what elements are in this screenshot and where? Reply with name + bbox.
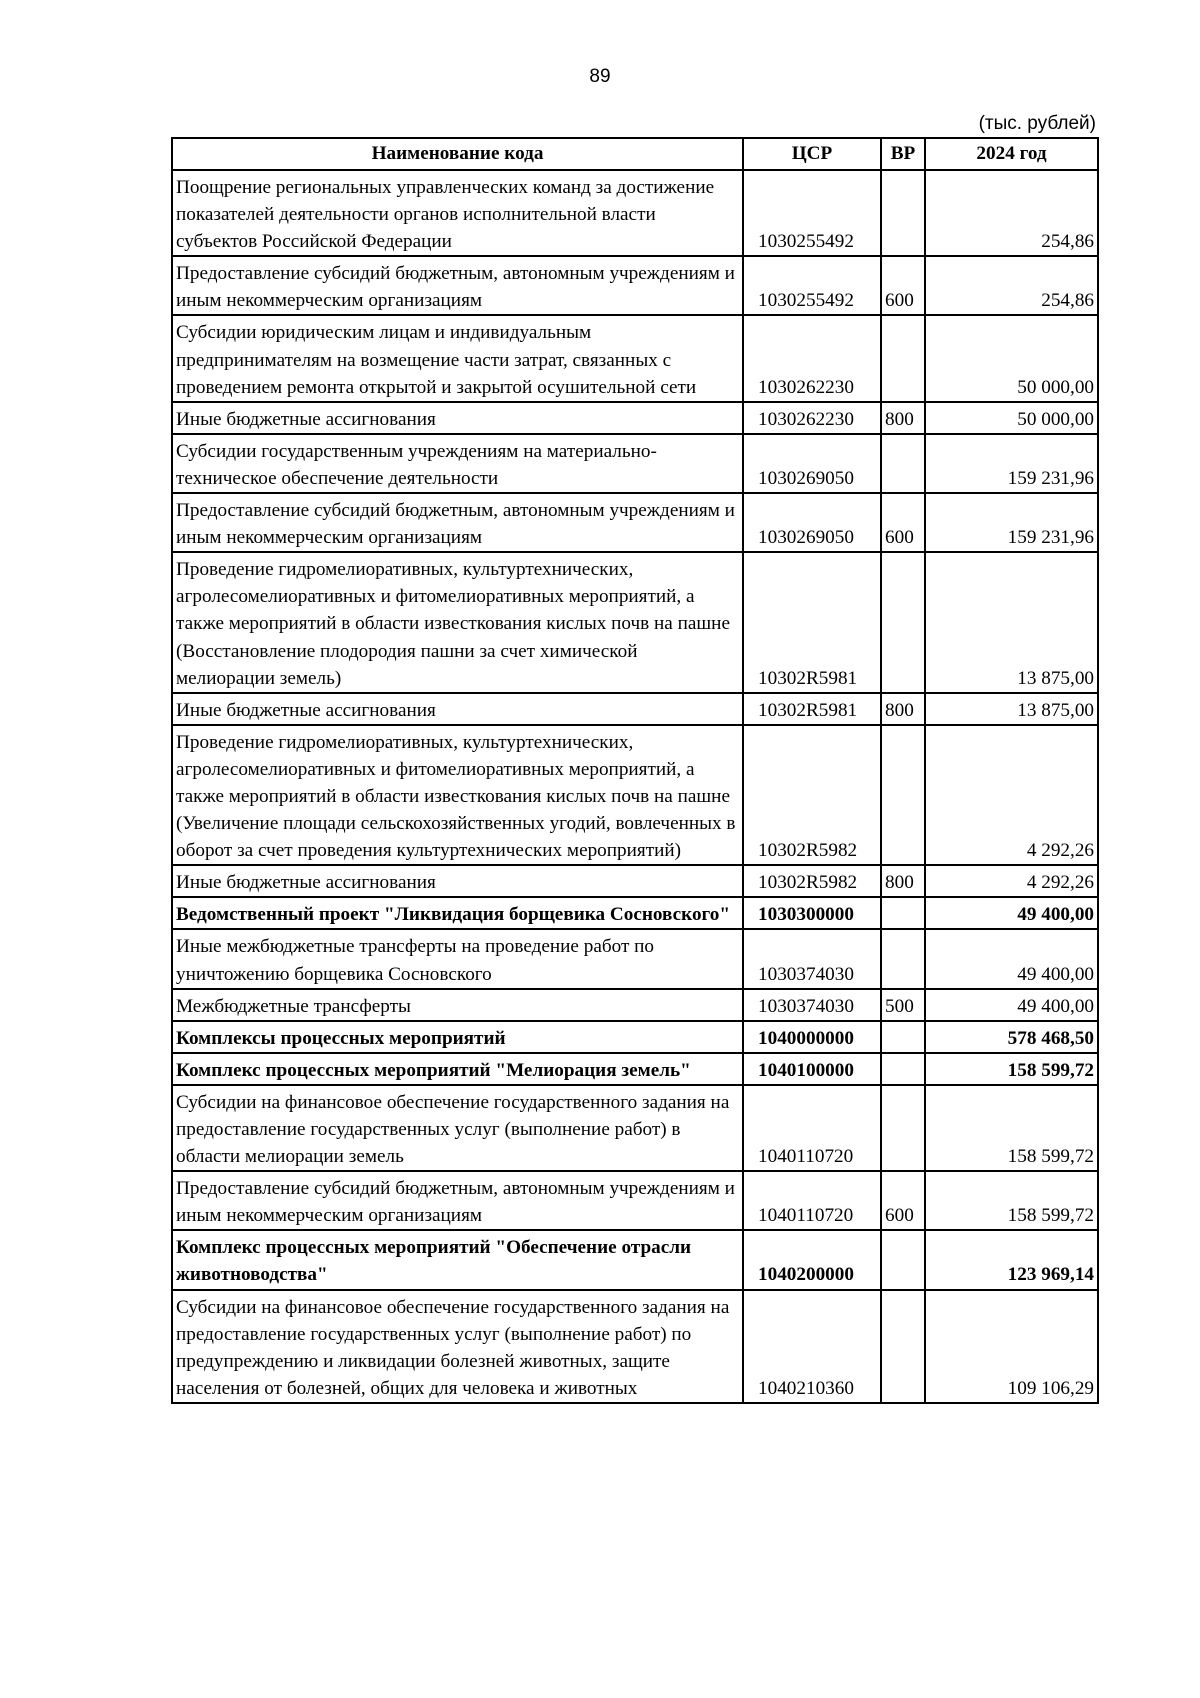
table-row	[172, 693, 1098, 725]
row-csr: 1040100000	[743, 1053, 881, 1085]
table-row	[172, 897, 1098, 929]
row-csr: 1040110720	[743, 1171, 881, 1230]
row-name: Комплекс процессных мероприятий "Обеспечение отрасли животноводства"	[172, 1230, 743, 1289]
row-sum: 109 106,29	[925, 1290, 1098, 1403]
row-vr	[881, 1230, 925, 1289]
table-row	[172, 1171, 1098, 1230]
row-name: Ведомственный проект "Ликвидация борщевика Сосновского"	[172, 897, 743, 929]
header-name: Наименование кода	[172, 138, 743, 170]
row-name: Проведение гидромелиоративных, культуртехнических, агролесомелиоративных и фитомелиоративных мероприятий, а также мероприятий в области известкования кислых почв на пашне (Увеличение площади сельскохозяйственных угодий, вовлеченных в оборот за счет проведения культуртехнических мероприятий)	[172, 725, 743, 865]
row-csr: 1030374030	[743, 989, 881, 1021]
row-name: Субсидии на финансовое обеспечение государственного задания на предоставление государственных услуг (выполнение работ) в области мелиорации земель	[172, 1085, 743, 1171]
row-csr: 10302R5981	[743, 693, 881, 725]
row-vr	[881, 170, 925, 256]
row-csr: 1040200000	[743, 1230, 881, 1289]
row-csr: 1040210360	[743, 1290, 881, 1403]
row-name: Субсидии государственным учреждениям на материально-техническое обеспечение деятельности	[172, 434, 743, 493]
row-vr: 800	[881, 865, 925, 897]
row-csr: 1040110720	[743, 1085, 881, 1171]
row-name: Межбюджетные трансферты	[172, 989, 743, 1021]
row-vr	[881, 1053, 925, 1085]
row-sum: 159 231,96	[925, 493, 1098, 552]
row-sum: 49 400,00	[925, 989, 1098, 1021]
row-csr: 1030262230	[743, 315, 881, 401]
row-csr: 1030255492	[743, 170, 881, 256]
row-name: Предоставление субсидий бюджетным, автономным учреждениям и иным некоммерческим организациям	[172, 493, 743, 552]
row-vr: 600	[881, 256, 925, 315]
table-row	[172, 989, 1098, 1021]
page-number: 89	[589, 66, 611, 87]
table-row	[172, 865, 1098, 897]
table-row	[172, 1085, 1098, 1171]
table-row	[172, 1021, 1098, 1053]
row-sum: 49 400,00	[925, 897, 1098, 929]
row-name: Иные межбюджетные трансферты на проведение работ по уничтожению борщевика Сосновского	[172, 929, 743, 988]
row-vr	[881, 552, 925, 692]
table-row	[172, 493, 1098, 552]
row-csr: 1030255492	[743, 256, 881, 315]
row-vr	[881, 434, 925, 493]
row-csr: 10302R5982	[743, 725, 881, 865]
row-sum: 578 468,50	[925, 1021, 1098, 1053]
row-csr: 10302R5982	[743, 865, 881, 897]
row-vr	[881, 725, 925, 865]
row-vr	[881, 897, 925, 929]
units-label: (тыс. рублей)	[978, 113, 1096, 134]
row-csr: 1030300000	[743, 897, 881, 929]
header-sum: 2024 год	[925, 138, 1098, 170]
header-vr: ВР	[881, 138, 925, 170]
table-row	[172, 1290, 1098, 1403]
row-name: Проведение гидромелиоративных, культуртехнических, агролесомелиоративных и фитомелиоративных мероприятий, а также мероприятий в области известкования кислых почв на пашне (Восстановление плодородия пашни за счет химической мелиорации земель)	[172, 552, 743, 692]
row-name: Субсидии юридическим лицам и индивидуальным предпринимателям на возмещение части затрат, связанных с проведением ремонта открытой и закрытой осушительной сети	[172, 315, 743, 401]
row-vr	[881, 315, 925, 401]
row-csr: 1030269050	[743, 493, 881, 552]
row-name: Иные бюджетные ассигнования	[172, 693, 743, 725]
table-body	[172, 170, 1098, 1403]
table-row	[172, 929, 1098, 988]
row-sum: 50 000,00	[925, 402, 1098, 434]
table-row	[172, 1053, 1098, 1085]
row-vr: 600	[881, 493, 925, 552]
row-sum: 13 875,00	[925, 693, 1098, 725]
table-row	[172, 434, 1098, 493]
row-name: Иные бюджетные ассигнования	[172, 865, 743, 897]
table-header-row	[172, 138, 1098, 170]
row-csr: 1040000000	[743, 1021, 881, 1053]
row-sum: 123 969,14	[925, 1230, 1098, 1289]
row-sum: 254,86	[925, 170, 1098, 256]
row-sum: 158 599,72	[925, 1171, 1098, 1230]
row-vr: 500	[881, 989, 925, 1021]
budget-table	[171, 137, 1099, 1404]
row-name: Поощрение региональных управленческих команд за достижение показателей деятельности органов исполнительной власти субъектов Российской Федерации	[172, 170, 743, 256]
row-name: Предоставление субсидий бюджетным, автономным учреждениям и иным некоммерческим организациям	[172, 256, 743, 315]
row-sum: 13 875,00	[925, 552, 1098, 692]
row-sum: 4 292,26	[925, 725, 1098, 865]
row-vr: 600	[881, 1171, 925, 1230]
row-vr	[881, 1085, 925, 1171]
row-vr	[881, 929, 925, 988]
row-csr: 10302R5981	[743, 552, 881, 692]
row-sum: 158 599,72	[925, 1085, 1098, 1171]
table-row	[172, 1230, 1098, 1289]
row-csr: 1030269050	[743, 434, 881, 493]
row-sum: 159 231,96	[925, 434, 1098, 493]
row-sum: 4 292,26	[925, 865, 1098, 897]
row-sum: 49 400,00	[925, 929, 1098, 988]
row-csr: 1030262230	[743, 402, 881, 434]
row-name: Предоставление субсидий бюджетным, автономным учреждениям и иным некоммерческим организациям	[172, 1171, 743, 1230]
row-vr: 800	[881, 693, 925, 725]
table-row	[172, 402, 1098, 434]
row-sum: 50 000,00	[925, 315, 1098, 401]
table-row	[172, 170, 1098, 256]
row-vr	[881, 1021, 925, 1053]
table-row	[172, 315, 1098, 401]
row-sum: 254,86	[925, 256, 1098, 315]
table-row	[172, 552, 1098, 692]
row-vr: 800	[881, 402, 925, 434]
row-csr: 1030374030	[743, 929, 881, 988]
row-name: Субсидии на финансовое обеспечение государственного задания на предоставление государственных услуг (выполнение работ) по предупреждению и ликвидации болезней животных, защите населения от болезней, общих для человека и животных	[172, 1290, 743, 1403]
row-vr	[881, 1290, 925, 1403]
row-name: Иные бюджетные ассигнования	[172, 402, 743, 434]
table-row	[172, 256, 1098, 315]
table-row	[172, 725, 1098, 865]
row-name: Комплексы процессных мероприятий	[172, 1021, 743, 1053]
row-name: Комплекс процессных мероприятий "Мелиорация земель"	[172, 1053, 743, 1085]
header-csr: ЦСР	[743, 138, 881, 170]
row-sum: 158 599,72	[925, 1053, 1098, 1085]
